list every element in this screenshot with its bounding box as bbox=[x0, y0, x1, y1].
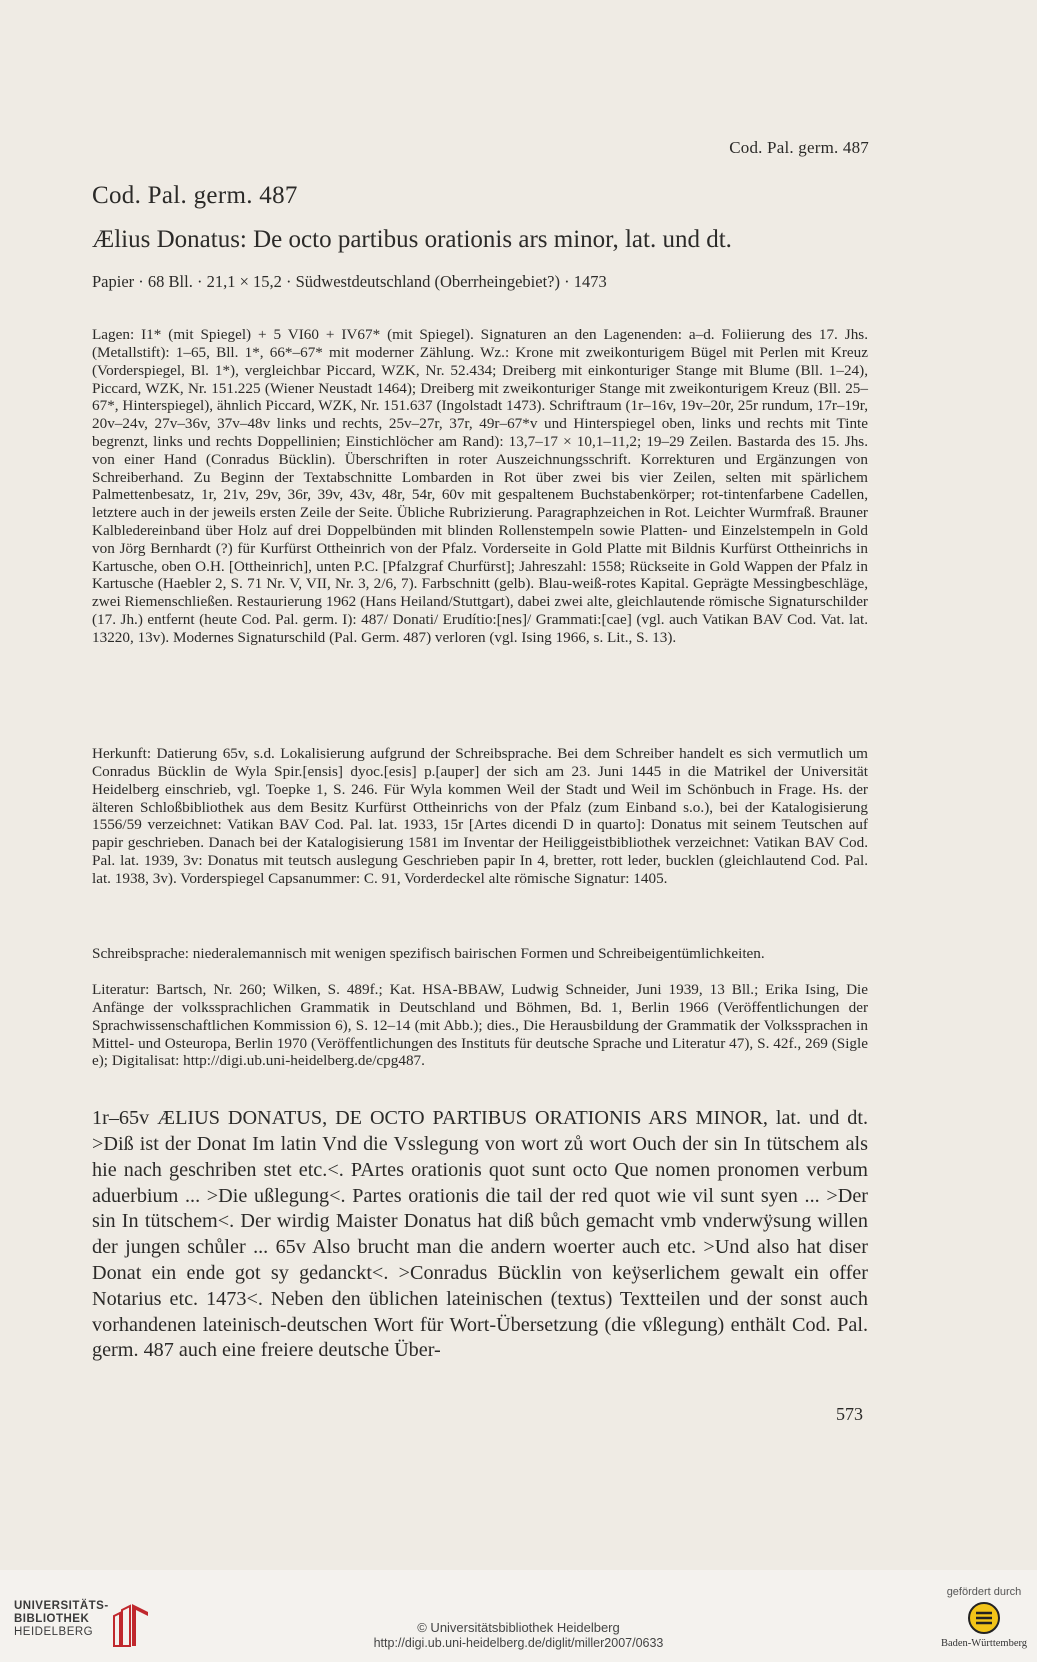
page-number: 573 bbox=[836, 1404, 863, 1424]
funder-name: Baden-Württemberg bbox=[940, 1638, 1028, 1649]
entry-title: Cod. Pal. germ. 487 bbox=[92, 182, 298, 209]
funder-badge[interactable] bbox=[939, 1586, 1029, 1649]
logo-text-line: HEIDELBERG bbox=[14, 1626, 94, 1638]
running-head: Cod. Pal. germ. 487 bbox=[729, 138, 869, 157]
language-paragraph: Schreibsprache: niederalemannisch mit wenigen spezifisch bairischen Formen und Schreibeigentümlichkeiten. bbox=[92, 945, 765, 963]
logo-text-line: BIBLIOTHEK bbox=[14, 1613, 90, 1625]
entry-subtitle: Ælius Donatus: De octo partibus orationis ars minor, lat. und dt. bbox=[92, 226, 732, 253]
contents-paragraph: 1r–65v ÆLIUS DONATUS, DE OCTO PARTIBUS ORATIONIS ARS MINOR, lat. und dt. >Diß ist der Donat Im latin Vnd die Vsslegung von wort zů wort Ouch der sin In tütschem als hie nach geschriben stet etc.<. PArtes orationis quot sunt octo Que nomen pronomen verbum aduerbium ... >Die ußlegung<. Partes orationis die tail der red quot wie vil sunt syen ... >Der sin In tütschem<. Der wirdig Maister Donatus hat diß bůch gemacht vmb vnderwÿsung willen der jungen schůler ... 65v Also brucht man die andern woerter auch etc. >Und also hat diser Donat ein ende got sy gedanckt<. >Conradus Bücklin von keÿserlichem gewalt ein offer Notarius etc. 1473<. Neben den üblichen lateinischen (textus) Textteilen und der sonst auch vorhandenen lateinisch-deutschen Wort für Wort-Übersetzung (die vßlegung) enthält Cod. Pal. germ. 487 auch eine freiere deutsche Über- bbox=[92, 1107, 868, 1362]
copyright-notice: © Universitätsbibliothek Heidelberg bbox=[417, 1620, 620, 1635]
literature-paragraph: Literatur: Bartsch, Nr. 260; Wilken, S. 489f.; Kat. HSA-BBAW, Ludwig Schneider, Juni 1939, 13 Bll.; Erika Ising, Die Anfänge der volkssprachlichen Grammatik in Deutschland und Böhmen, Bd. 1, Berlin 1966 (Veröffentlichungen der Sprachwissenschaftlichen Kommission 6), S. 12–14 (mit Abb.); dies., Die Herausbildung der Grammatik der Volkssprachen in Mittel- und Osteuropa, Berlin 1970 (Veröffentlichungen des Instituts für deutsche Sprache und Literatur 47), S. 42f., 269 (Sigle e); Digitalisat: http://digi.ub.uni-heidelberg.de/cpg487. bbox=[92, 981, 868, 1070]
logo-text-line: UNIVERSITÄTS- bbox=[14, 1600, 109, 1612]
viewer-footer bbox=[0, 1570, 1037, 1662]
funder-label: gefördert durch bbox=[946, 1586, 1022, 1598]
codicology-paragraph: Lagen: I1* (mit Spiegel) + 5 VI60 + IV67* (mit Spiegel). Signaturen an den Lagenenden: a–d. Foliierung des 17. Jhs. (Metallstift): 1–65, Bll. 1*, 66*–67* mit moderner Zählung. Wz.: Krone mit zweikonturigem Bügel mit Perlen mit Kreuz (Vorderspiegel, Bl. 1*), vergleichbar Piccard, WZK, Nr. 52.434; Dreiberg mit einkonturiger Stange mit Blume (Bll. 1–24), Piccard, WZK, Nr. 151.225 (Wiener Neustadt 1464); Dreiberg mit zweikonturiger Stange mit zweikonturigem Kreuz (Bll. 25–67*, Hinterspiegel), ähnlich Piccard, WZK, Nr. 151.637 (Ingolstadt 1473). Schriftraum (1r–16v, 19v–20r, 25r rundum, 17r–19r, 20v–24v, 27v–36v, 37v–48v links und rechts, 25v–27r, 37r, 49r–67*v und Hinterspiegel oben, links und rechts mit Tinte begrenzt, links und rechts Doppellinien; Einstichlöcher am Rand): 13,7–17 × 10,1–11,2; 19–29 Zeilen. Bastarda des 15. Jhs. von einer Hand (Conradus Bücklin). Überschriften in roter Auszeichnungsschrift. Korrekturen und Ergänzungen von Schreiberhand. Zu Beginn der Textabschnitte Lombarden in Rot über zwei bis vier Zeilen, selten mit spärlichem Palmettenbesatz, 1r, 21v, 29v, 36r, 39v, 43v, 48r, 54r, 60v mit gespaltenem Buchstabenkörper; rot-tintenfarbene Cadellen, letztere auch in der jeweils ersten Zeile der Seite. Übliche Rubrizierung. Paragraphzeichen in Rot. Leichter Wurmfraß. Brauner Kalblederеinband über Holz auf drei Doppelbünden mit blinden Rollenstempeln sowie Platten- und Einzelstempeln in Gold von Jörg Bernhardt (?) für Kurfürst Ottheinrich von der Pfalz. Vorderseite in Gold Platte mit Bildnis Kurfürst Ottheinrichs in Kartusche, oben O.H. [Ottheinrich], unten P.C. [Pfalzgraf Churfürst]; Jahreszahl: 1558; Rückseite in Gold Wappen der Pfalz in Kartusche (Haebler 2, S. 71 Nr. V, VII, Nr. 3, 2/6, 7). Farbschnitt (gelb). Blau-weiß-rotes Kapital. Geprägte Messingbeschläge, zwei Riemenschließen. Restaurierung 1962 (Hans Heiland/Stuttgart), dabei zwei alte, gleichlautende römische Signaturschilder (17. Jh.) entfernt (heute Cod. Pal. germ. I): 487/ Donati/ Erudítio:[nes]/ Grammati:[cae] (vgl. auch Vatikan BAV Cod. Vat. lat. 13220, 13v). Modernes Signaturschild (Pal. Germ. 487) verloren (vgl. Ising 1966, s. Lit., S. 13). bbox=[92, 326, 868, 646]
provenance-paragraph: Herkunft: Datierung 65v, s.d. Lokalisierung aufgrund der Schreibsprache. Bei dem Schreiber handelt es sich vermutlich um Conradus Bücklin de Wyla Spir.[ensis] dyoc.[esis] p.[auper] der sich am 23. Juni 1445 in die Matrikel der Universität Heidelberg einschrieb, vgl. Toepke 1, S. 246. Für Wyla kommen Weil der Stadt und Weil im Schönbuch in Frage. Hs. der älteren Schloßbibliothek aus dem Besitz Kurfürst Ottheinrichs von der Pfalz (zum Einband s.o.), bei der Katalogisierung 1556/59 verzeichnet: Vatikan BAV Cod. Pal. lat. 1933, 15r [Artes dicendi D in quarto]: Donatus mit seinem Teutschen auf papir geschrieben. Danach bei der Katalogisierung 1581 im Inventar der Heiliggeistbibliothek verzeichnet: Vatikan BAV Cod. Pal. lat. 1939, 3v: Donatus mit teutsch auslegung Geschrieben papir In 4, bretter, rott leder, bucklen (gleichlautend Cod. Pal. lat. 1938, 3v). Vorderspiegel Capsanummer: C. 91, Vorderdeckel alte römische Signatur: 1405. bbox=[92, 745, 868, 887]
permalink-url[interactable]: http://digi.ub.uni-heidelberg.de/diglit/miller2007/0633 bbox=[373, 1636, 664, 1650]
entry-specs: Papier · 68 Bll. · 21,1 × 15,2 · Südwestdeutschland (Oberrheingebiet?) · 1473 bbox=[92, 272, 607, 291]
bw-crest-icon bbox=[967, 1601, 1001, 1635]
